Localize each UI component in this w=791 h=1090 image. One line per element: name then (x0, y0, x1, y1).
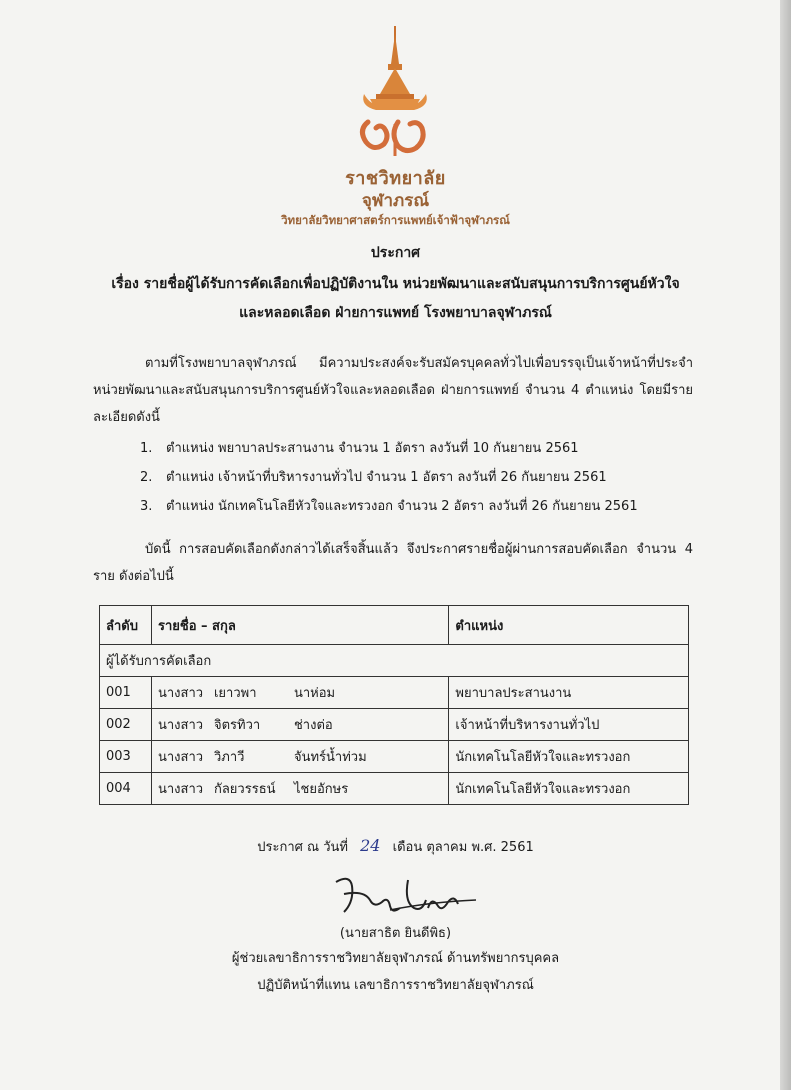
name-last: ช่างต่อ (293, 718, 333, 733)
handwritten-signature (330, 872, 480, 922)
announced-suffix: เดือน ตุลาคม พ.ศ. 2561 (392, 840, 534, 855)
name-last: นาห่อม (293, 686, 336, 701)
name-title: นางสาว (157, 686, 204, 701)
name-first: เยาวพา (213, 686, 257, 701)
header-order: ลำดับ (100, 606, 152, 645)
name-last: ไชยอักษร (293, 782, 349, 797)
org-name-line1: ราชวิทยาลัย (345, 168, 446, 189)
cell-position: เจ้าหน้าที่บริหารงานทั่วไป (449, 709, 689, 741)
royal-crown-emblem-icon (340, 24, 450, 164)
header-position: ตำแหน่ง (449, 606, 689, 645)
cell-order: 004 (100, 773, 152, 805)
announcement-title: ประกาศ (370, 245, 421, 261)
conclusion-text: บัดนี้ การสอบคัดเลือกดังกล่าวได้เสร็จสิ้นแล้ว จึงประกาศรายชื่อผู้ผ่านการสอบคัดเลือก จำนวน 4 ราย ดังต่อไปนี้ (93, 542, 693, 584)
name-last: จันทร์น้ำท่วม (293, 750, 367, 765)
announced-day: 24 (360, 836, 381, 855)
cell-order: 002 (100, 709, 152, 741)
name-title: นางสาว (157, 718, 204, 733)
announced-date (0, 836, 791, 857)
cell-name (151, 709, 448, 741)
org-subname: วิทยาลัยวิทยาศาสตร์การแพทย์เจ้าฟ้าจุฬาภรณ์ (281, 213, 510, 227)
list-item-number: 1. (140, 441, 153, 456)
org-name-line2: จุฬาภรณ์ (361, 191, 430, 211)
announcement-subject-line1: เรื่อง รายชื่อผู้ได้รับการคัดเลือกเพื่อปฏิบัติงานใน หน่วยพัฒนาและสนับสนุนการบริการศูนย์หัวใจ (111, 276, 680, 292)
scan-edge-shadow (780, 0, 791, 1090)
header-name: รายชื่อ – สกุล (151, 606, 448, 645)
table-row (100, 677, 689, 709)
signer-position-line1: ผู้ช่วยเลขาธิการราชวิทยาลัยจุฬาภรณ์ ด้านทรัพยากรบุคคล (231, 951, 560, 966)
cell-name (151, 773, 448, 805)
intro-text: ตามที่โรงพยาบาลจุฬาภรณ์ มีความประสงค์จะรับสมัครบุคคลทั่วไปเพื่อบรรจุเป็นเจ้าหน้าที่ประจำหน่วยพัฒนาและสนับสนุนการบริการศูนย์หัวใจและหลอดเลือด ฝ่ายการแพทย์ จำนวน 4 ตำแหน่ง โดยมีรายละเอียดดังนี้ (93, 356, 693, 425)
list-item (140, 492, 638, 521)
cell-position: พยาบาลประสานงาน (449, 677, 689, 709)
cell-name (151, 741, 448, 773)
table-row (100, 741, 689, 773)
intro-paragraph (93, 350, 693, 431)
table-row (100, 773, 689, 805)
cell-order: 001 (100, 677, 152, 709)
name-title: นางสาว (157, 750, 204, 765)
signer-name: (นายสาธิต ยินดีพิธ) (339, 926, 452, 941)
list-item (140, 434, 638, 463)
announced-prefix: ประกาศ ณ วันที่ (257, 840, 348, 855)
results-table (99, 605, 689, 805)
cell-name (151, 677, 448, 709)
announcement-subject-line2: และหลอดเลือด ฝ่ายการแพทย์ โรงพยาบาลจุฬาภรณ์ (239, 305, 552, 321)
table-group-row (100, 645, 689, 677)
list-item-number: 2. (140, 470, 153, 485)
list-item-text: ตำแหน่ง พยาบาลประสานงาน จำนวน 1 อัตรา ลงวันที่ 10 กันยายน 2561 (166, 441, 579, 456)
cell-position: นักเทคโนโลยีหัวใจและทรวงอก (449, 773, 689, 805)
list-item-number: 3. (140, 499, 153, 514)
conclusion-paragraph (93, 536, 693, 590)
table-header-row (100, 606, 689, 645)
cell-order: 003 (100, 741, 152, 773)
name-first: จิตรทิวา (213, 718, 261, 733)
name-first: วิภาวี (213, 750, 245, 765)
group-label: ผู้ได้รับการคัดเลือก (100, 645, 689, 677)
name-first: กัลยวรรธน์ (213, 782, 276, 797)
name-title: นางสาว (157, 782, 204, 797)
list-item-text: ตำแหน่ง นักเทคโนโลยีหัวใจและทรวงอก จำนวน 2 อัตรา ลงวันที่ 26 กันยายน 2561 (166, 499, 638, 514)
cell-position: นักเทคโนโลยีหัวใจและทรวงอก (449, 741, 689, 773)
table-row (100, 709, 689, 741)
list-item (140, 463, 638, 492)
positions-list (140, 434, 638, 521)
list-item-text: ตำแหน่ง เจ้าหน้าที่บริหารงานทั่วไป จำนวน 1 อัตรา ลงวันที่ 26 กันยายน 2561 (166, 470, 607, 485)
signer-position-line2: ปฏิบัติหน้าที่แทน เลขาธิการราชวิทยาลัยจุฬาภรณ์ (257, 978, 534, 993)
